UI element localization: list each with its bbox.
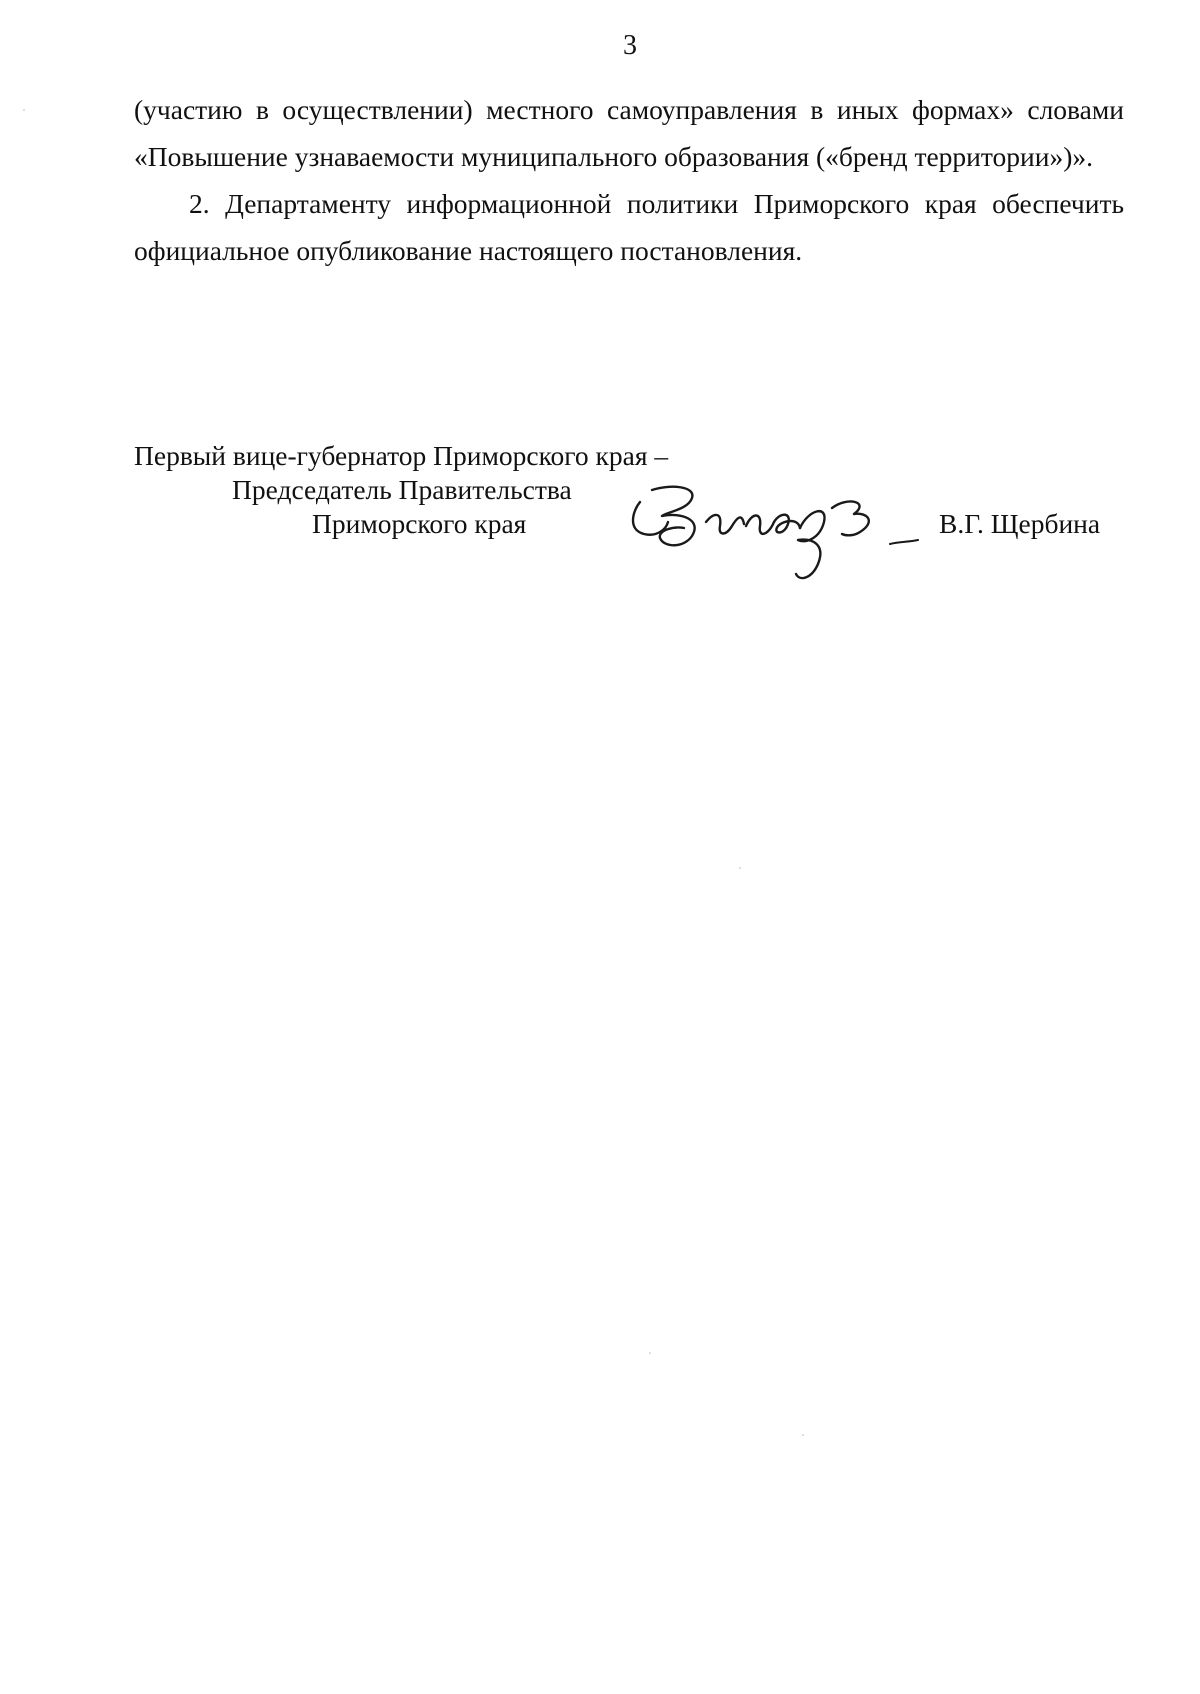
signatory-title-line-3: Приморского края xyxy=(312,508,527,539)
body-text xyxy=(134,86,1124,274)
handwritten-signature xyxy=(622,482,922,592)
page-number: 3 xyxy=(623,30,637,61)
signatory-title-line-1: Первый вице-губернатор Приморского края – xyxy=(134,440,669,471)
signatory-name: В.Г. Щербина xyxy=(939,508,1101,539)
paragraph-publication-order: 2. Департаменту информационной политики Приморского края обеспечить официальное опубликование настоящего постановления. xyxy=(134,188,1124,266)
signatory-title-line-2: Председатель Правительства xyxy=(232,474,572,505)
paragraph-amendment: (участию в осуществлении) местного самоуправления в иных формах» словами «Повышение узнаваемости муниципального образования («бренд территории»)». xyxy=(134,94,1124,172)
